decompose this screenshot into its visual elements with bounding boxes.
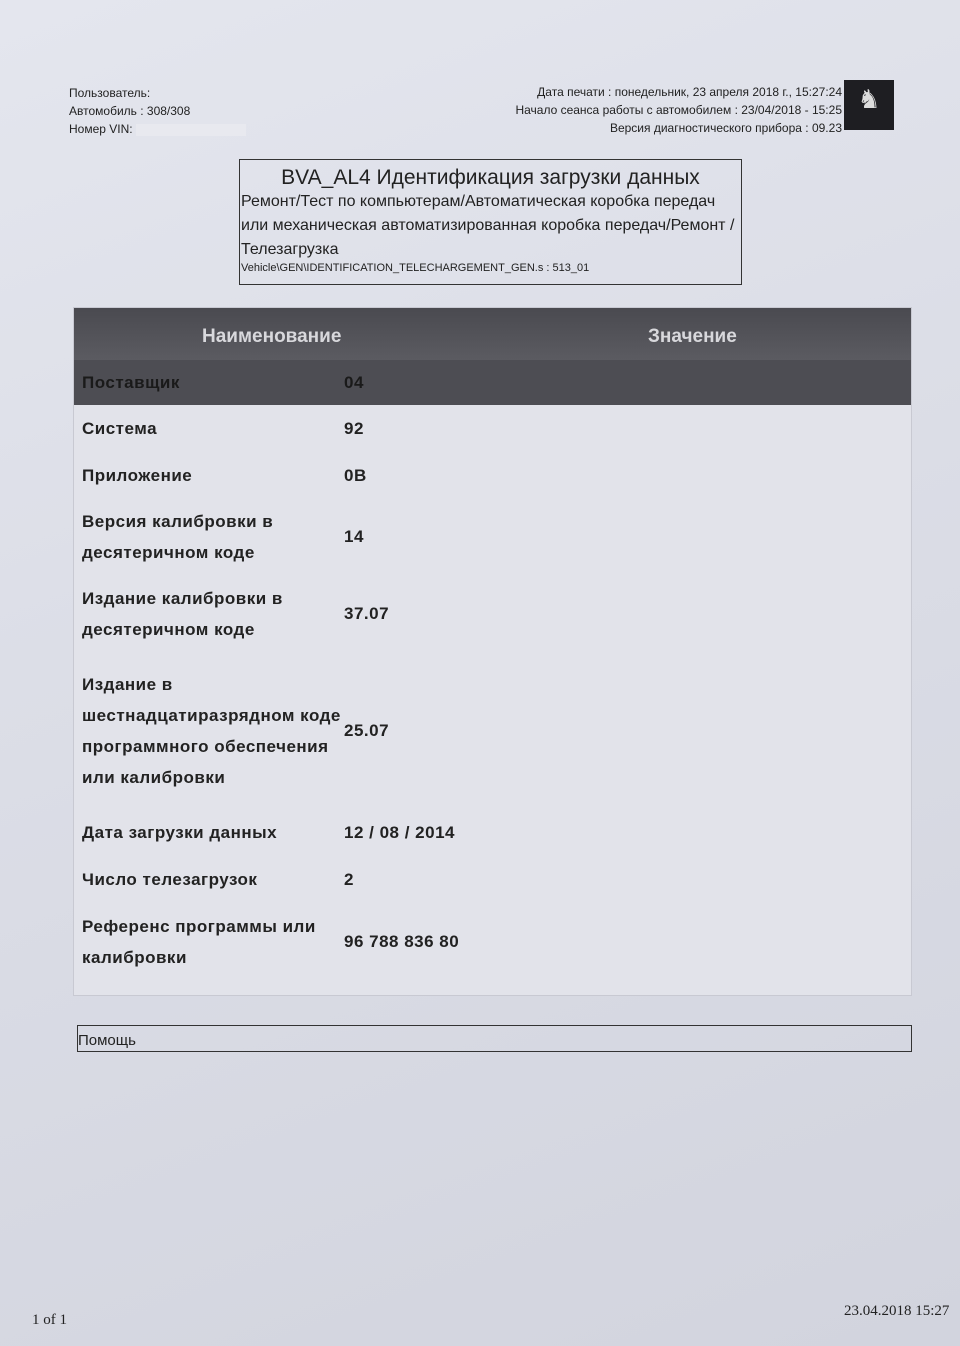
vin-label: Номер VIN:: [69, 122, 133, 136]
row-value: 2: [344, 869, 354, 889]
table-row: [74, 653, 911, 809]
row-name: Издание в шестнадцатиразрядном коде программного обеспечения или калибровки: [82, 675, 341, 787]
breadcrumb: Ремонт/Тест по компьютерам/Автоматическая коробка передач или механическая автоматизированная коробка передач/Ремонт /Телезагрузка: [241, 193, 735, 258]
row-value: 25.07: [344, 721, 390, 740]
row-name: Дата загрузки данных: [82, 823, 278, 842]
table-row: [74, 452, 911, 499]
peugeot-logo: [844, 80, 894, 130]
header-left: [69, 84, 246, 138]
row-value: 92: [344, 418, 364, 438]
table-row: [74, 903, 911, 981]
vin-redacted: [136, 124, 246, 136]
page-title: BVA_AL4 Идентификация загрузки данных: [281, 166, 700, 189]
tool-version: Версия диагностического прибора : 09.23: [609, 121, 842, 135]
lion-icon: ♞: [857, 84, 881, 114]
col-name-header: Наименование: [202, 326, 342, 347]
row-value: 04: [344, 372, 364, 392]
car-model: Автомобиль : 308/308: [69, 104, 191, 118]
row-name: Число телезагрузок: [82, 870, 258, 889]
table-header: [74, 308, 911, 360]
table-row: [74, 499, 911, 575]
table-row: [74, 856, 911, 903]
row-value: 96 788 836 80: [344, 932, 460, 951]
script-path: Vehicle\GEN\IDENTIFICATION_TELECHARGEMENT_GEN.s : 513_01: [241, 262, 590, 274]
table-row: [74, 575, 911, 653]
header-right: [515, 83, 842, 137]
col-value-header: Значение: [648, 326, 737, 347]
user-label: Пользователь:: [69, 86, 151, 100]
help-box[interactable]: [77, 1025, 912, 1052]
footer-datetime: 23.04.2018 15:27: [844, 1303, 950, 1319]
row-name: Система: [82, 419, 158, 438]
row-value: 12 / 08 / 2014: [344, 822, 455, 842]
table-row: [74, 405, 911, 452]
row-name: Референс программы или калибровки: [82, 917, 316, 967]
row-name: Приложение: [82, 466, 193, 485]
row-value: 0B: [344, 465, 367, 485]
row-name: Издание калибровки в десятеричном коде: [82, 589, 283, 639]
vin: [69, 120, 246, 138]
page-number: 1 of 1: [32, 1312, 67, 1328]
table-row: [74, 360, 911, 405]
title-box: [239, 159, 742, 285]
print-date: Дата печати : понедельник, 23 апреля 2018 г., 15:27:24: [537, 85, 842, 99]
session-start: Начало сеанса работы с автомобилем : 23/04/2018 - 15:25: [515, 103, 842, 117]
row-name: Поставщик: [82, 373, 180, 392]
row-name: Версия калибровки в десятеричном коде: [82, 512, 274, 562]
row-value: 37.07: [344, 604, 390, 623]
table-row: [74, 809, 911, 856]
row-value: 14: [344, 527, 364, 546]
help-label: Помощь: [78, 1032, 136, 1049]
data-table: [73, 307, 912, 996]
